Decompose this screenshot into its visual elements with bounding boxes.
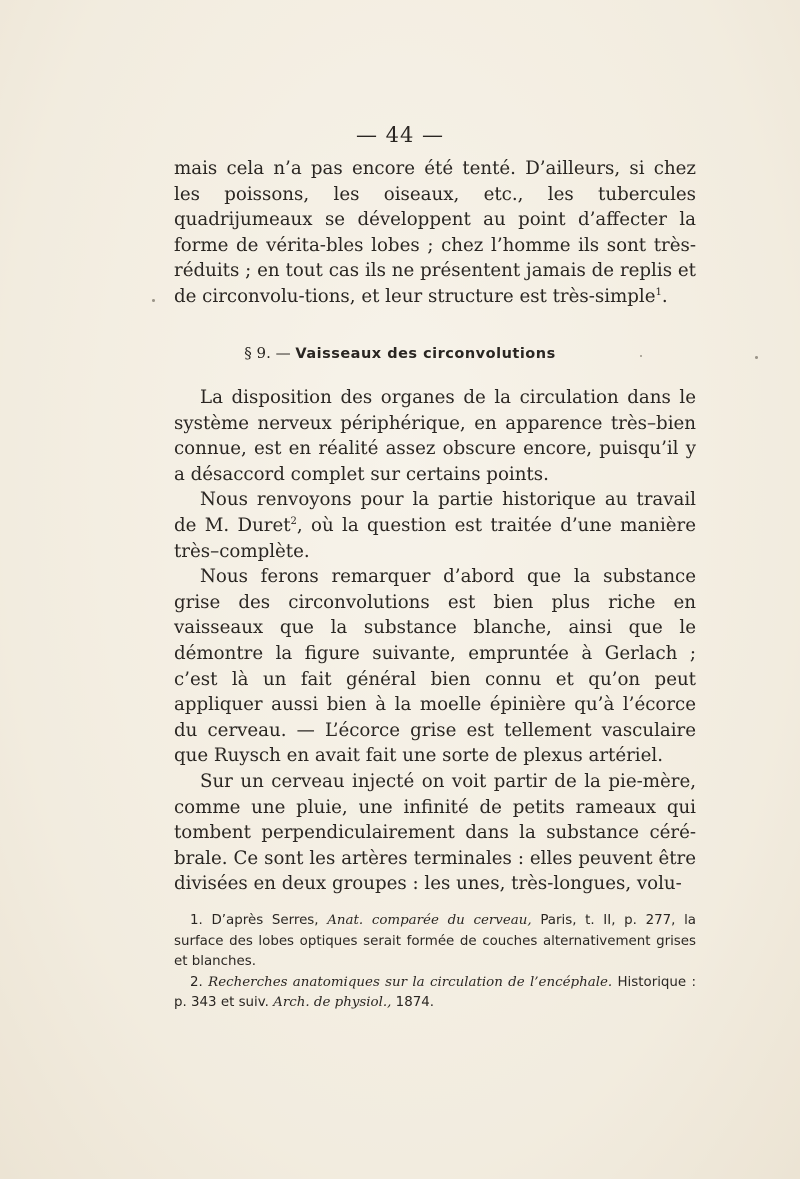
section-heading <box>0 344 800 362</box>
footnote-1-italic: Anat. comparée du cerveau, <box>327 913 532 928</box>
footnote-2-italic-2: Arch. de physiol., <box>273 995 392 1010</box>
footnote-1 <box>174 911 696 973</box>
paragraph-1-end: . <box>661 285 668 307</box>
footnote-1-number: 1. <box>190 913 203 928</box>
footnote-2-after: 1874. <box>395 995 435 1010</box>
paper-speck <box>755 356 758 359</box>
section-number: § 9. — <box>244 344 291 362</box>
footnote-2-number: 2. <box>190 974 203 990</box>
section-title: Vaisseaux des circonvolutions <box>295 346 556 362</box>
page-number: — 44 — <box>355 123 445 147</box>
footnote-2-middle: Historique : p. 343 et suiv. <box>174 974 696 1010</box>
footnote-2 <box>174 973 696 1014</box>
footnote-2-italic: Recherches anatomiques sur la circulation de l’encéphale. <box>208 974 613 990</box>
paragraph-5: Sur un cerveau injecté on voit partir de la pie-mère, comme une pluie, une infinité de petits rameaux qui tombent perpendiculairement dans la substance céré-brale. Ce sont les artères terminales : elles peuvent être divisées en deux groupes : les unes, très-longues, volu- <box>174 770 696 895</box>
footnote-1-before: D’après Serres, <box>211 913 319 928</box>
paragraph-2: La disposition des organes de la circulation dans le système nerveux périphérique, en apparence très–bien connue, est en réalité assez obscure encore, puisqu’il y a désaccord complet sur certains points. <box>174 387 696 485</box>
paragraph-1 <box>174 156 696 310</box>
main-text-block <box>174 385 696 897</box>
paragraph-3 <box>174 487 696 564</box>
paper-speck <box>640 355 642 357</box>
paragraph-3-before: Nous renvoyons pour la partie historique au travail de M. Duret <box>174 489 696 536</box>
paragraph-1-text: mais cela n’a pas encore été tenté. D’ailleurs, si chez les poissons, les oiseaux, etc., les tubercules quadrijumeaux se développent au point d’affecter la forme de vérita-bles lobes ; chez l’homme ils sont très-réduits ; en tout cas ils ne présentent jamais de replis et de circonvolu-tions, et leur structure est très-simple <box>174 158 696 307</box>
footnotes <box>174 911 696 1014</box>
footnote-1-after: Paris, t. II, p. 277, la surface des lobes optiques serait formée de couches alternativement grises et blanches. <box>174 913 696 969</box>
first-paragraph-block <box>174 156 696 310</box>
paper-speck <box>152 299 155 302</box>
footnote-ref-1: 1 <box>655 286 662 298</box>
footnote-ref-2: 2 <box>290 515 297 527</box>
paragraph-4: Nous ferons remarquer d’abord que la substance grise des circonvolutions est bien plus riche en vaisseaux que la substance blanche, ainsi que le démontre la figure suivante, empruntée à Gerlach ; c’est là un fait général bien connu et qu’on peut appliquer aussi bien à la moelle épinière qu’à l’écorce du cerveau. — L’écorce grise est tellement vasculaire que Ruysch en avait fait une sorte de plexus artériel. <box>174 566 696 767</box>
paragraph-3-after: , où la question est traitée d’une manière très–complète. <box>174 514 696 562</box>
